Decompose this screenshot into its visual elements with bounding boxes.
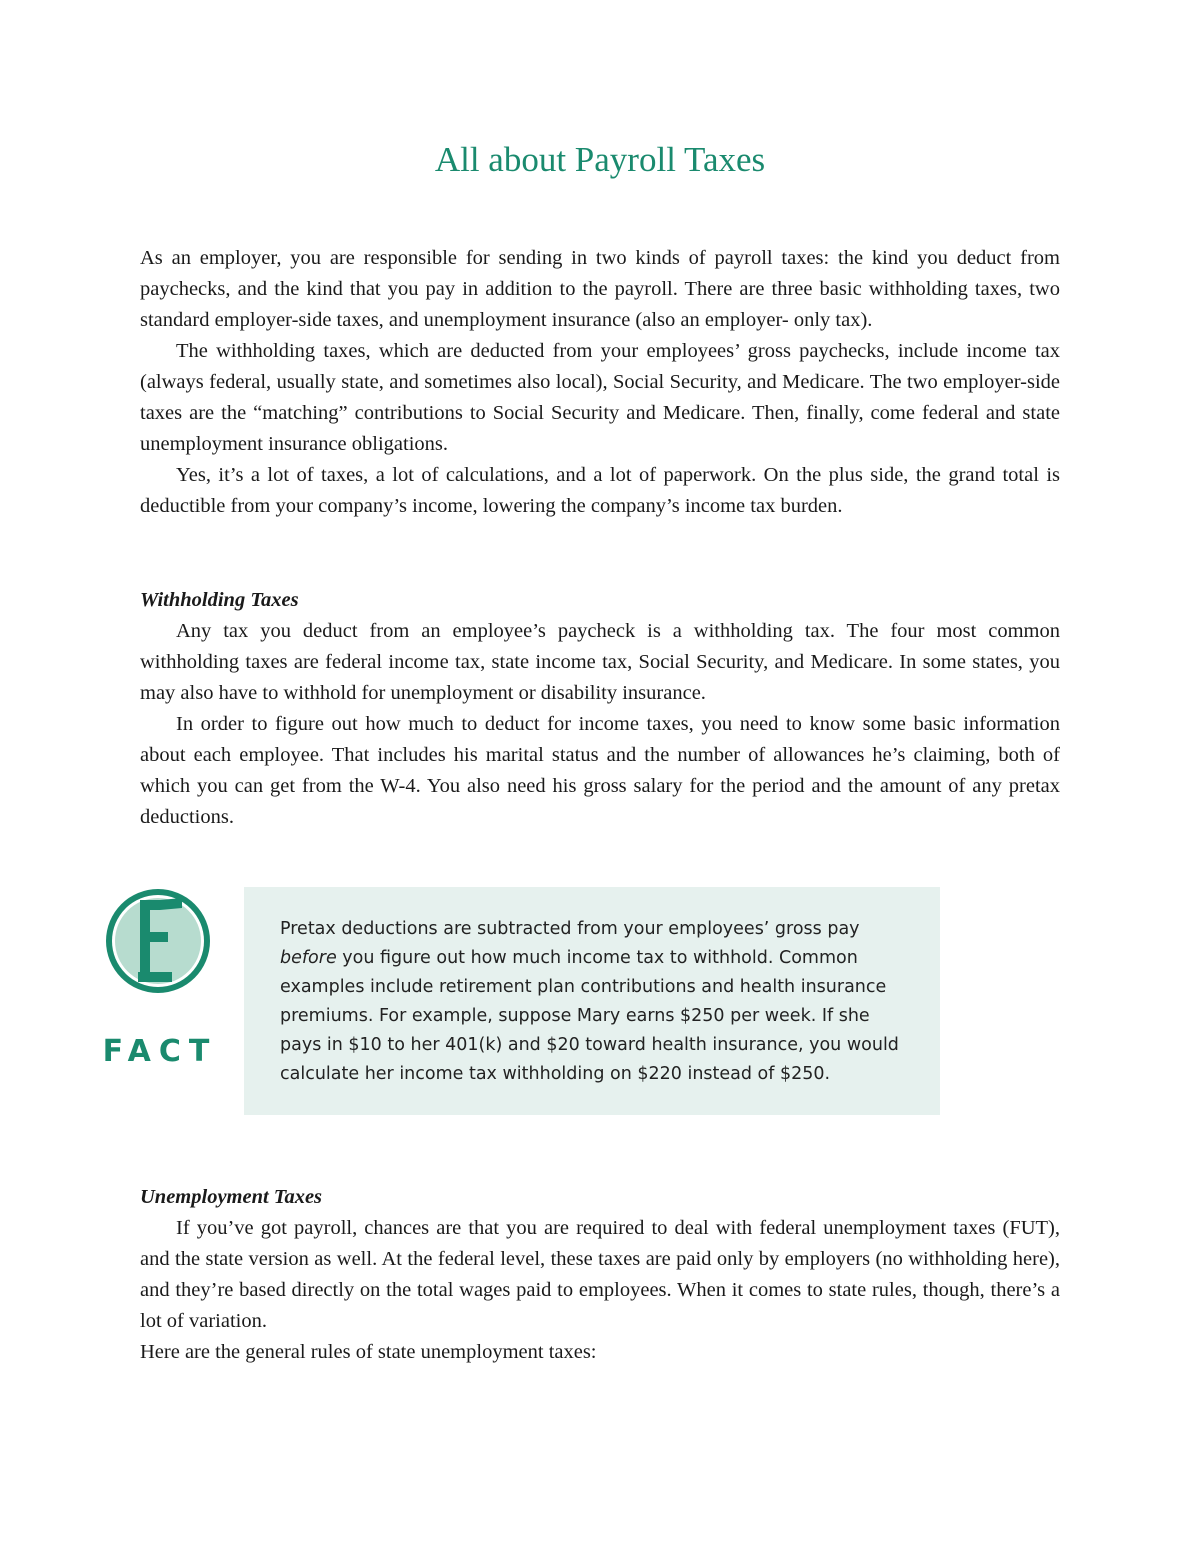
fact-callout-box [244,887,940,1115]
fact-text-emphasis: before [280,948,337,968]
fact-label: FACT [102,1034,218,1069]
fact-callout-text [280,915,908,1089]
unemployment-heading: Unemployment Taxes [140,1186,323,1208]
unemployment-paragraph-1: If you’ve got payroll, chances are that you are required to deal with federal unemployment taxes (FUT), and the state version as well. At the federal level, these taxes are paid only by employers (no withholding here), and they’re based directly on the total wages paid to employees. When it comes to state rules, though, there’s a lot of variation. [140,1217,1060,1332]
withholding-section [140,585,1060,833]
intro-section [140,243,1060,522]
intro-paragraph-2: The withholding taxes, which are deducted from your employees’ gross paychecks, include income tax (always federal, usually state, and sometimes also local), Social Security, and Medicare. The two employer-side taxes are the “matching” contributions to Social Security and Medicare. Then, finally, come federal and state unemployment insurance obligations. [140,340,1060,455]
fact-e-icon [100,886,220,1026]
withholding-heading: Withholding Taxes [140,589,299,611]
withholding-paragraph-1: Any tax you deduct from an employee’s paycheck is a withholding tax. The four most common withholding taxes are federal income tax, state income tax, Social Security, and Medicare. In some states, you may also have to withhold for unemployment or disability insurance. [140,620,1060,704]
withholding-paragraph-2: In order to figure out how much to deduct for income taxes, you need to know some basic information about each employee. That includes his marital status and the number of allowances he’s claiming, both of which you can get from the W-4. You also need his gross salary for the period and the amount of any pretax deductions. [140,713,1060,828]
fact-text-before: Pretax deductions are subtracted from your employees’ gross pay [280,919,860,939]
unemployment-section [140,1182,1060,1368]
intro-paragraph-1: As an employer, you are responsible for sending in two kinds of payroll taxes: the kind you deduct from paychecks, and the kind that you pay in addition to the payroll. There are three basic withholding taxes, two standard employer-side taxes, and unemployment insurance (also an employer- only tax). [140,247,1060,331]
fact-text-after: you figure out how much income tax to withhold. Common examples include retirement plan contributions and health insurance premiums. For example, suppose Mary earns $250 per week. If she pays in $10 to her 401(k) and $20 toward health insurance, you would calculate her income tax withholding on $220 instead of $250. [280,948,899,1084]
intro-paragraph-3: Yes, it’s a lot of taxes, a lot of calculations, and a lot of paperwork. On the plus side, the grand total is deductible from your company’s income, lowering the company’s income tax burden. [140,464,1060,517]
unemployment-paragraph-2: Here are the general rules of state unemployment taxes: [140,1341,597,1363]
page-title: All about Payroll Taxes [434,140,766,179]
